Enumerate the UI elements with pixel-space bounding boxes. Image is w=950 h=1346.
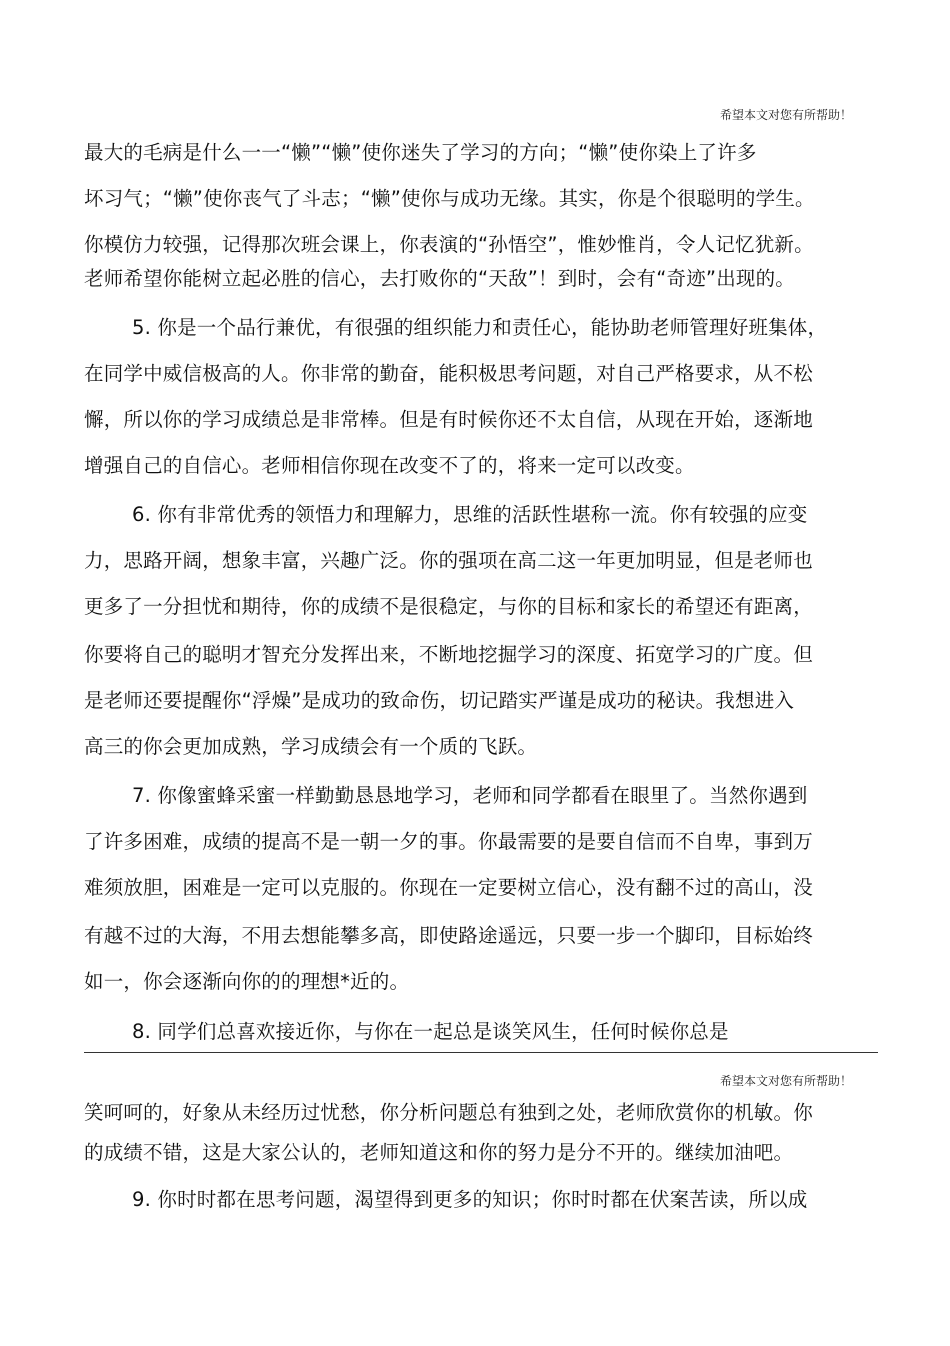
text-line: 懈，所以你的学习成绩总是非常棒。但是有时候你还不太自信，从现在开始，逐渐地: [84, 408, 813, 431]
text-line: 增强自己的自信心。老师相信你现在改变不了的，将来一定可以改变。: [84, 454, 695, 477]
paragraph-7-start: 7. 你像蜜蜂采蜜一样勤勤恳恳地学习，老师和同学都看在眼里了。当然你遇到: [132, 784, 808, 807]
page-header: 希望本文对您有所帮助！: [719, 108, 852, 122]
paragraph-5-start: 5. 你是一个品行兼优，有很强的组织能力和责任心，能协助老师管理好班集体，: [132, 316, 828, 339]
text-line: 难须放胆，困难是一定可以克服的。你现在一定要树立信心，没有翻不过的高山，没: [84, 876, 813, 899]
text-line: 有越不过的大海，不用去想能攀多高，即使路途遥远，只要一步一个脚印，目标始终: [84, 924, 813, 947]
text-line: 力，思路开阔，想象丰富，兴趣广泛。你的强项在高二这一年更加明显，但是老师也: [84, 549, 813, 572]
text-line: 是老师还要提醒你“浮燥”是成功的致命伤，切记踏实严谨是成功的秘诀。我想进入: [84, 689, 795, 712]
text-line: 笑呵呵的，好象从未经历过忧愁，你分析问题总有独到之处，老师欣赏你的机敏。你: [84, 1101, 813, 1124]
paragraph-8-start: 8. 同学们总喜欢接近你，与你在一起总是谈笑风生，任何时候你总是: [132, 1020, 729, 1043]
paragraph-6-start: 6. 你有非常优秀的领悟力和理解力，思维的活跃性堪称一流。你有较强的应变: [132, 503, 808, 526]
text-line: 最大的毛病是什么一一“懒”“懒”使你迷失了学习的方向；“懒”使你染上了许多: [84, 141, 757, 164]
text-line: 了许多困难，成绩的提高不是一朝一夕的事。你最需要的是要自信而不自卑，事到万: [84, 830, 813, 853]
text-line: 的成绩不错，这是大家公认的，老师知道这和你的努力是分不开的。继续加油吧。: [84, 1141, 794, 1164]
text-line: 坏习气；“懒”使你丧气了斗志；“懒”使你与成功无缘。其实，你是个很聪明的学生。: [84, 187, 815, 210]
text-line: 在同学中威信极高的人。你非常的勤奋，能积极思考问题，对自己严格要求，从不松: [84, 362, 813, 385]
paragraph-9-start: 9. 你时时都在思考问题，渴望得到更多的知识；你时时都在伏案苦读，所以成: [132, 1188, 808, 1211]
text-line: 你模仿力较强，记得那次班会课上，你表演的“孙悟空”，惟妙惟肖，令人记忆犹新。: [84, 233, 814, 256]
page-header: 希望本文对您有所帮助！: [719, 1074, 852, 1088]
text-line: 更多了一分担忧和期待，你的成绩不是很稳定，与你的目标和家长的希望还有距离，: [84, 595, 813, 618]
text-line: 你要将自己的聪明才智充分发挥出来，不断地挖掘学习的深度、拓宽学习的广度。但: [84, 643, 813, 666]
text-line: 老师希望你能树立起必胜的信心，去打败你的“天敌”！到时，会有“奇迹”出现的。: [84, 267, 796, 290]
page-divider: [84, 1052, 878, 1053]
text-line: 高三的你会更加成熟，学习成绩会有一个质的飞跃。: [84, 735, 538, 758]
text-line: 如一，你会逐渐向你的的理想*近的。: [84, 970, 410, 993]
